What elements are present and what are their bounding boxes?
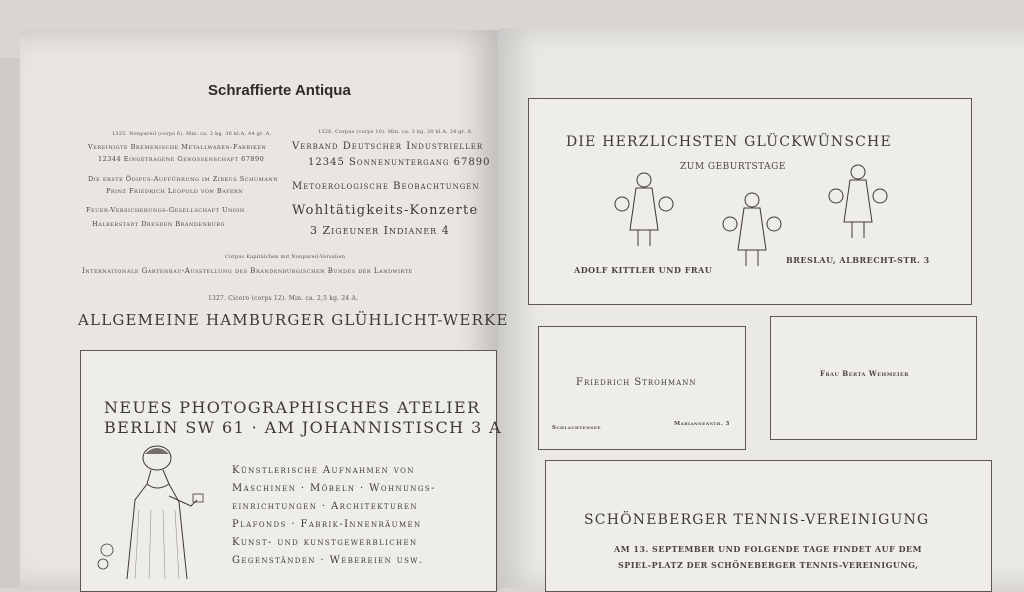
card-street: Mariannenstr. 3 xyxy=(674,421,730,427)
col1-line: Prinz Friedrich Leopold von Bayern xyxy=(106,187,244,195)
ad-body-line: Gegenständen · Webereien usw. xyxy=(232,555,424,566)
girl-illustration xyxy=(614,170,674,254)
girl-illustration xyxy=(722,190,782,274)
card-subheading: ZUM GEBURTSTAGE xyxy=(680,162,786,172)
col1-line: Halberstadt Dresden Brandenburg xyxy=(92,220,226,228)
page-title: Schraffierte Antiqua xyxy=(208,82,351,99)
ad-heading: BERLIN SW 61 · AM JOHANNISTISCH 3 A xyxy=(104,418,503,437)
col1-line: Vereinigte Bremenische Metallwaren-Fabriken xyxy=(88,143,267,151)
ad-body-line: Maschinen · Möbeln · Wohnungs- xyxy=(232,483,436,494)
ad-body-line: Plafonds · Fabrik-Innenräumen xyxy=(232,519,422,530)
caption-kapitaelchen: Corpus Kapitälchen mit Nonpareil-Versalien xyxy=(225,254,346,260)
headline: ALLGEMEINE HAMBURGER GLÜHLICHT-WERKE xyxy=(78,311,509,329)
col1-line: Feuer-Versicherungs-Gesellschaft Union xyxy=(86,206,245,214)
col2-line: 3 Zigeuner Indianer 4 xyxy=(310,224,450,237)
caption-cicero: 1327. Cicero (corps 12). Min. ca. 2,5 kg. 24 A. xyxy=(208,295,359,302)
announcement-heading: SCHÖNEBERGER TENNIS-VEREINIGUNG xyxy=(584,512,930,528)
woman-illustration xyxy=(95,440,205,579)
col1-line: Die erste Ödipus-Aufführung im Zirkus Schumann xyxy=(88,175,279,183)
col2-line: 12345 Sonnenuntergang 67890 xyxy=(308,157,491,168)
business-card-strohmann xyxy=(538,326,746,450)
card-heading: DIE HERZLICHSTEN GLÜCKWÜNSCHE xyxy=(566,134,892,150)
ad-heading: NEUES PHOTOGRAPHISCHES ATELIER xyxy=(104,398,481,417)
col1-line: 12344 Eingetragene Genossenschaft 67890 xyxy=(98,155,265,163)
card-name: Frau Berta Wehmeier xyxy=(820,369,909,378)
ad-body-line: Künstlerische Aufnahmen von xyxy=(232,465,415,476)
col2-line: Verband Deutscher Industrieller xyxy=(292,141,484,152)
business-card-wehmeier xyxy=(770,316,977,440)
announcement-line: SPIEL-PLATZ DER SCHÖNEBERGER TENNIS-VEREINIGUNG, xyxy=(618,560,919,570)
ad-body-line: einrichtungen · Architekturen xyxy=(232,501,418,512)
col1-caption: 1325. Nonpareil (corps 6). Min. ca. 2 kg. 36 kl.A. 44 gr. A. xyxy=(112,131,272,137)
announcement-line: AM 13. SEPTEMBER UND FOLGENDE TAGE FINDET AUF DEM xyxy=(614,544,922,554)
card-location: Schlachtensee xyxy=(552,425,601,431)
card-address: BRESLAU, ALBRECHT-STR. 3 xyxy=(786,255,930,265)
ad-body-line: Kunst- und kunstgewerblichen xyxy=(232,537,418,548)
col2-caption: 1326. Corpus (corps 10). Min. ca. 3 kg. 30 kl.A. 24 gr. A. xyxy=(318,129,473,135)
girl-illustration xyxy=(828,162,888,246)
card-sender: ADOLF KITTLER UND FRAU xyxy=(574,265,713,275)
card-name: Friedrich Strohmann xyxy=(576,377,697,388)
col2-line: Wohltätigkeits-Konzerte xyxy=(292,203,479,218)
col2-line: Metoerologische Beobachtungen xyxy=(292,181,480,192)
wide-line: Internationale Gartenbau-Ausstellung des Brandenburgischen Bundes der Landwirte xyxy=(82,267,413,275)
